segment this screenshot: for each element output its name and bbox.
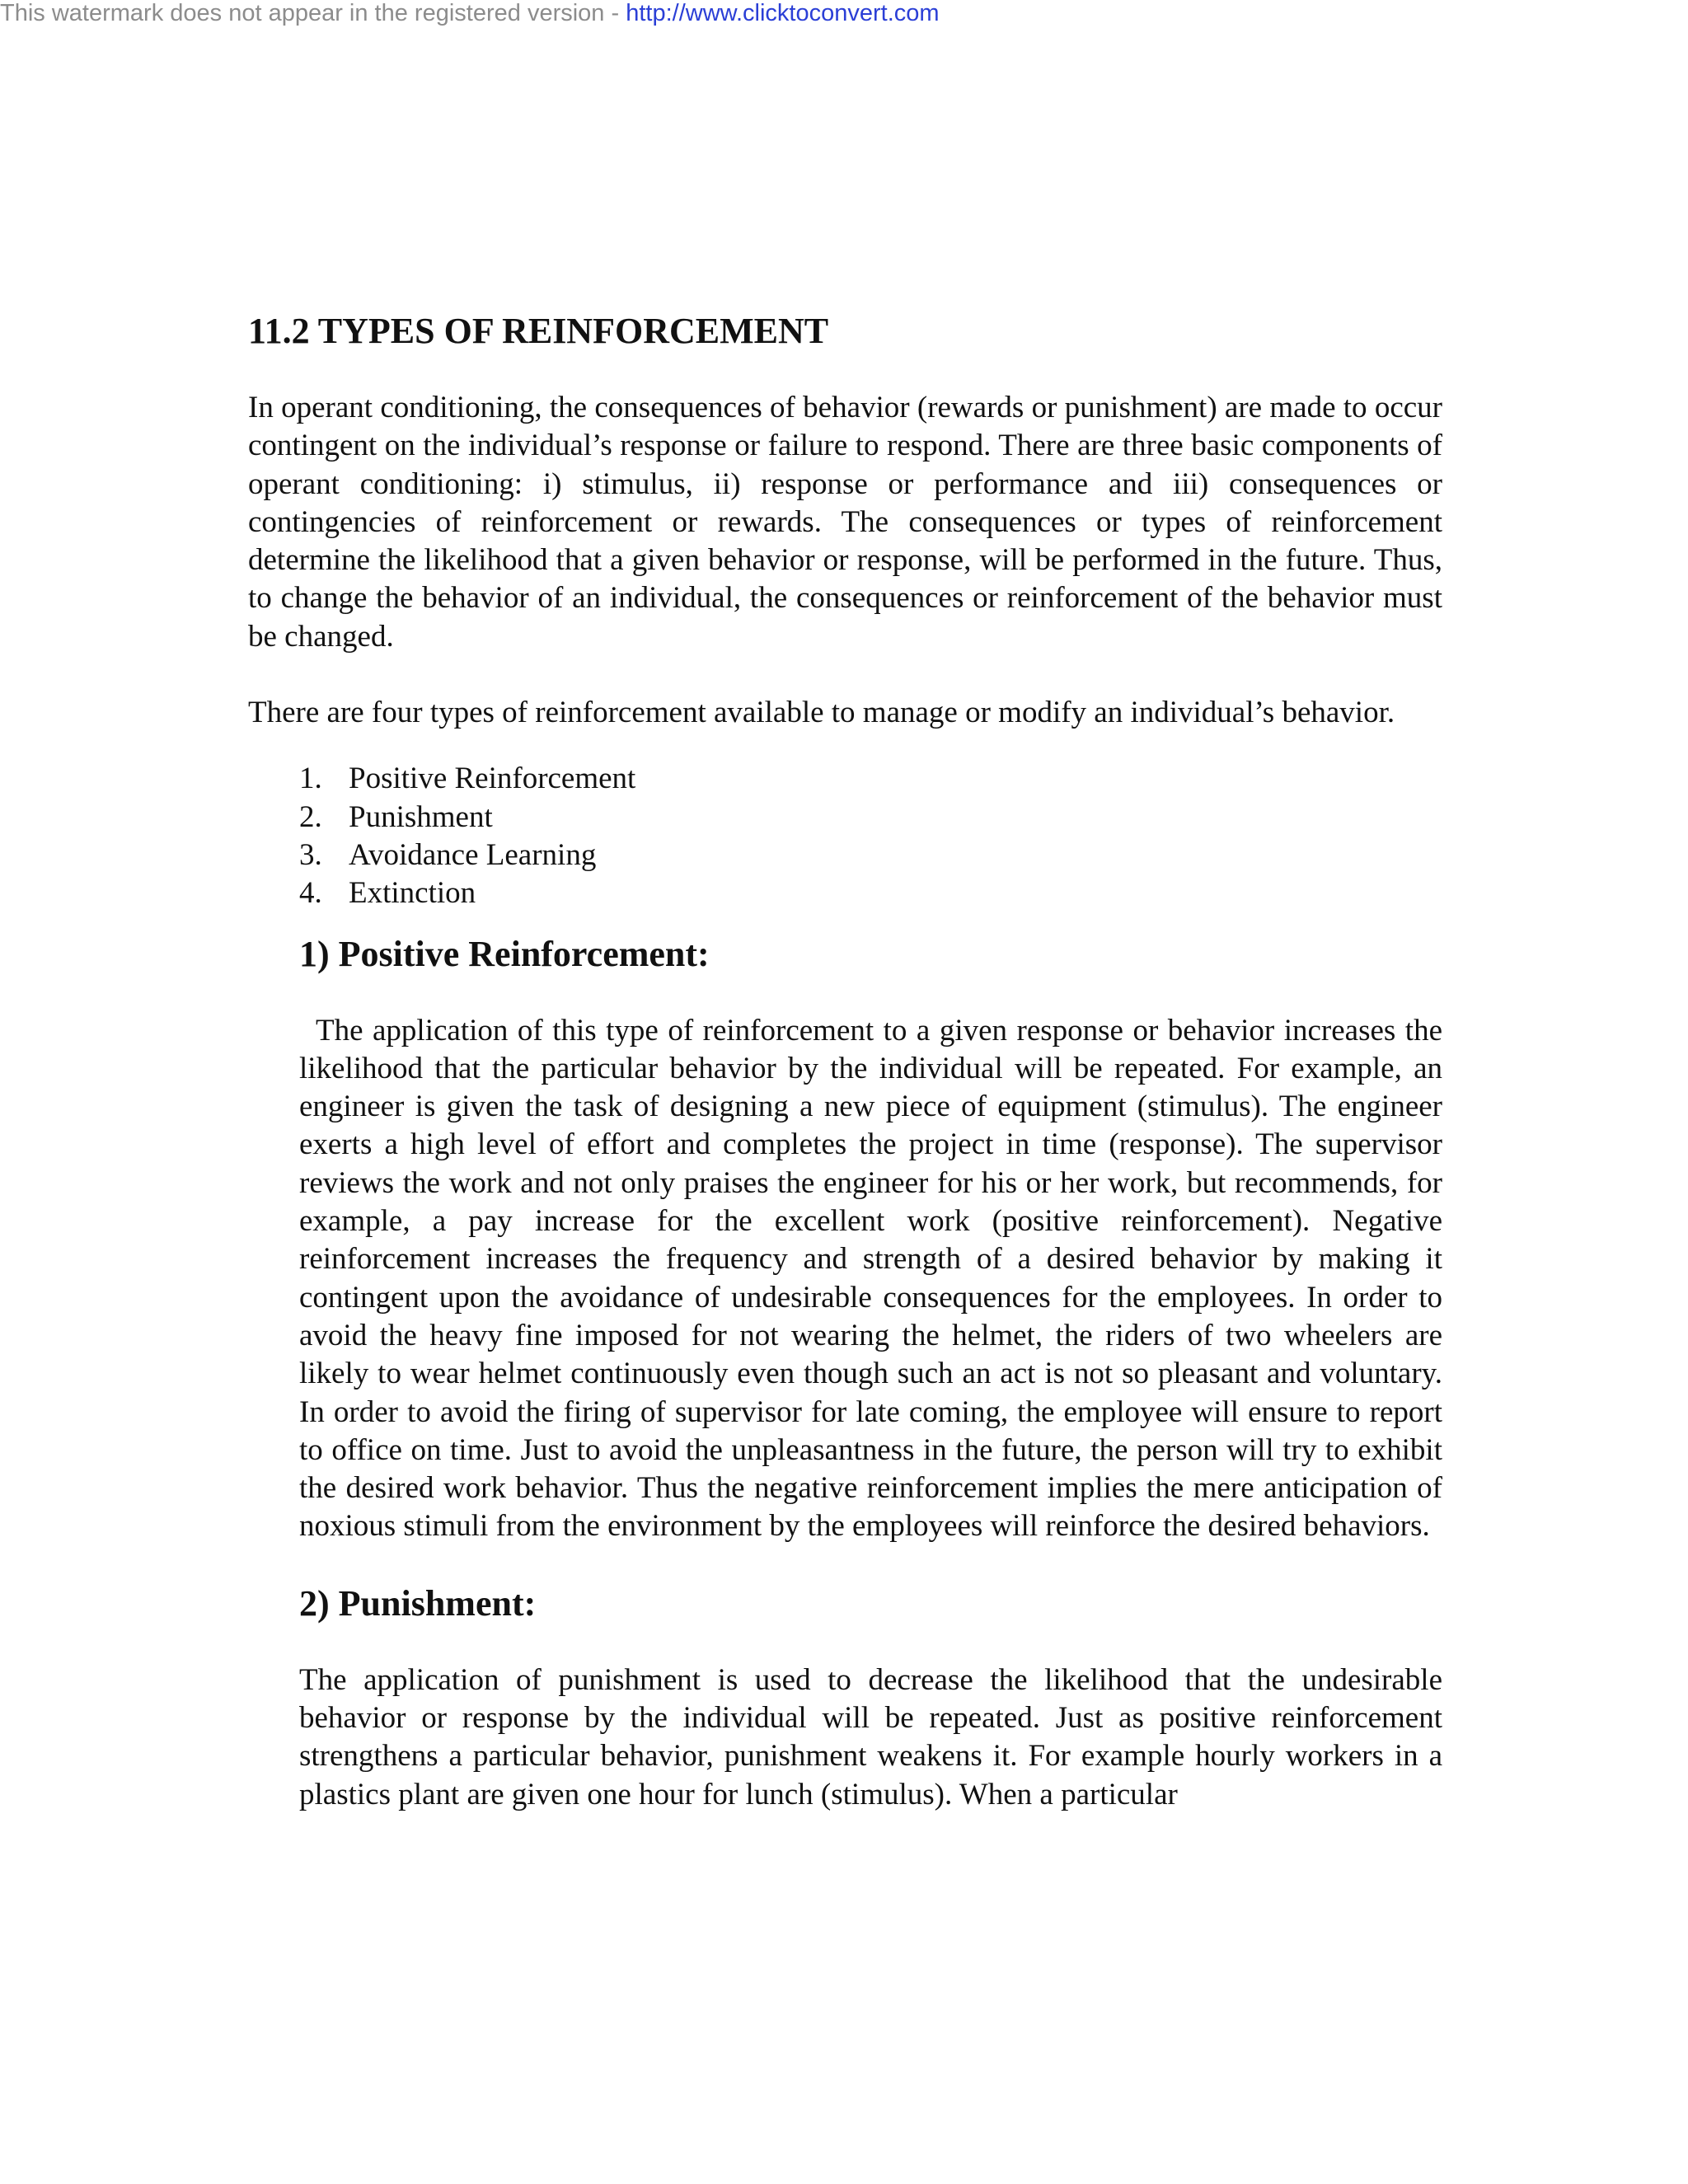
list-item-number: 4. xyxy=(299,876,322,911)
list-item xyxy=(299,799,1442,837)
section2-title: 2) Punishment: xyxy=(299,1582,537,1624)
intro-paragraph: In operant conditioning, the consequences of behavior (rewards or punishment) are made to occur contingent on the individual’s response or failure to respond. There are three basic components of operant conditioning: i) stimulus, ii) response or performance and iii) consequences or contingencies of reinforcement or rewards. The consequences or types of reinforcement determine the likelihood that a given behavior or response, will be performed in the future. Thus, to change the behavior of an individual, the consequences or reinforcement of the behavior must be changed. xyxy=(248,391,1442,654)
types-intro-paragraph: There are four types of reinforcement available to manage or modify an individual’s behavior. xyxy=(248,696,1395,730)
list-item-label: Positive Reinforcement xyxy=(349,762,636,796)
list-item-label: Extinction xyxy=(349,876,476,911)
section-positive-reinforcement xyxy=(299,930,1442,1546)
watermark-link[interactable]: http://www.clicktoconvert.com xyxy=(626,0,940,26)
watermark-text: This watermark does not appear in the registered version - xyxy=(0,0,626,26)
list-item xyxy=(299,760,1442,798)
document-page xyxy=(248,307,1442,1814)
list-item-number: 2. xyxy=(299,799,322,834)
list-item xyxy=(299,837,1442,874)
list-item-label: Avoidance Learning xyxy=(349,837,597,872)
types-list xyxy=(248,760,1442,912)
section1-body: The application of this type of reinforcement to a given response or behavior increases the likelihood that the particular behavior by the individual will be repeated. For example, an engineer is given the task of designing a new piece of equipment (stimulus). The engineer exerts a high level of effort and completes the project in time (response). The supervisor reviews the work and not only praises the engineer for his or her work, but recommends, for example, a pay increase for the excellent work (positive reinforcement). Negative reinforcement increases the frequency and strength of a desired behavior by making it contingent upon the avoidance of undesirable consequences for the employees. In order to avoid the heavy fine imposed for not wearing the helmet, the riders of two wheelers are likely to wear helmet continuously even though such an act is not so pleasant and voluntary. In order to avoid the firing of supervisor for late coming, the employee will ensure to report to office on time. Just to avoid the unpleasantness in the future, the person will try to exhibit the desired work behavior. Thus the negative reinforcement implies the mere anticipation of noxious stimuli from the environment by the employees will reinforce the desired behaviors. xyxy=(299,1013,1442,1544)
list-item-number: 1. xyxy=(299,762,322,796)
section-heading: 11.2 TYPES OF REINFORCEMENT xyxy=(248,311,829,351)
list-item-label: Punishment xyxy=(349,799,493,834)
section2-body: The application of punishment is used to decrease the likelihood that the undesirable behavior or response by the individual will be repeated. Just as positive reinforcement strengthens a particular behavior, punishment weakens it. For example hourly workers in a plastics plant are given one hour for lunch (stimulus). When a particular xyxy=(299,1662,1442,1811)
watermark-banner xyxy=(0,0,940,26)
section1-title: 1) Positive Reinforcement: xyxy=(299,933,710,974)
list-item xyxy=(299,874,1442,912)
list-item-number: 3. xyxy=(299,837,322,872)
section-punishment xyxy=(299,1579,1442,1814)
